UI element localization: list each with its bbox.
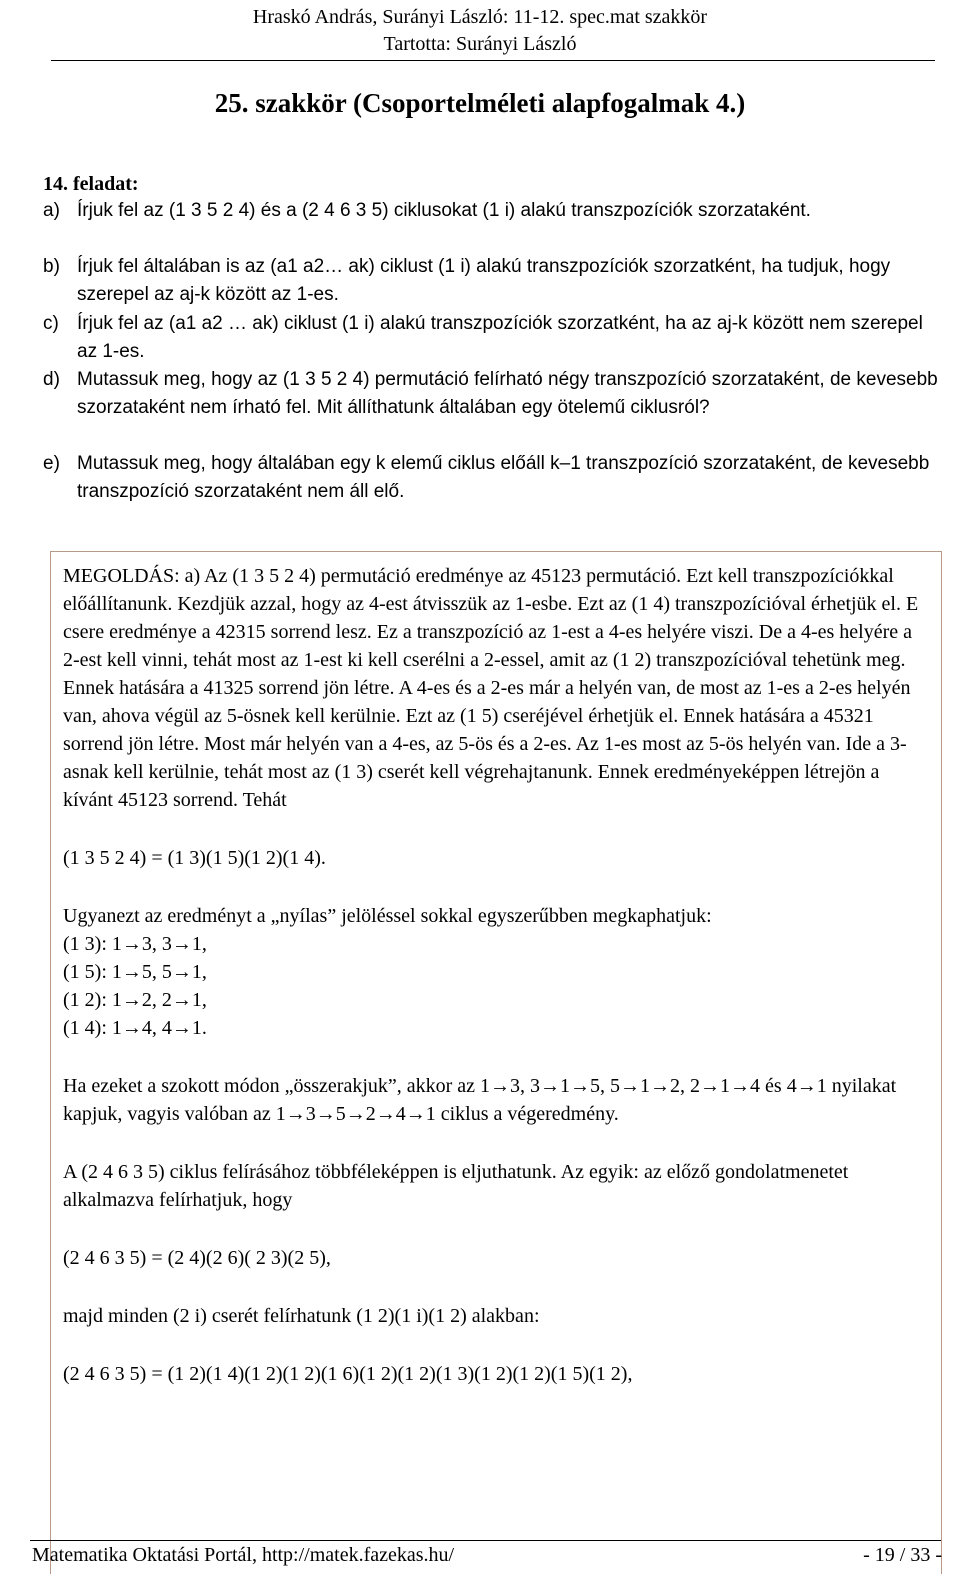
task-item-b — [43, 253, 943, 309]
page-title: 25. szakkör (Csoportelméleti alapfogalmak 4.) — [214, 88, 746, 118]
task-label: c) — [43, 313, 59, 334]
solution-paragraph: A (2 4 6 3 5) ciklus felírásához többféleképpen is eljuthatunk. Az egyik: az előző gondolatmenetet alkalmazva felírhatjuk, hogy — [63, 1161, 849, 1211]
equation: (2 4 6 3 5) = (1 2)(1 4)(1 2)(1 2)(1 6)(1 2)(1 2)(1 3)(1 2)(1 2)(1 5)(1 2), — [63, 1363, 633, 1385]
page-header — [0, 4, 960, 58]
equation: (2 4 6 3 5) = (2 4)(2 6)( 2 3)(2 5), — [63, 1247, 331, 1269]
task-label: e) — [43, 453, 60, 474]
task-item-c — [43, 310, 943, 366]
task-text: Mutassuk meg, hogy általában egy k elemű ciklus előáll k–1 transzpozíció szorzataként, de kevesebb transzpozíció szorzataként nem áll elő. — [77, 453, 930, 502]
task-title: 14. feladat: — [43, 173, 139, 195]
task-item-d — [43, 366, 943, 422]
footer-portal-link: Matematika Oktatási Portál, http://matek.fazekas.hu/ — [32, 1544, 455, 1566]
arrow-line: (1 4): 1→4, 4→1. — [63, 1017, 207, 1039]
task-text: Írjuk fel az (a1 a2 … ak) ciklust (1 i) alakú transzpozíciók szorzatként, ha az aj-k között nem szerepel az 1-es. — [77, 313, 923, 362]
task-text: Írjuk fel általában is az (a1 a2… ak) ciklust (1 i) alakú transzpozíciók szorzatként, ha tudjuk, hogy szerepel az aj-k között az 1-es. — [77, 256, 891, 305]
arrow-line: (1 3): 1→3, 3→1, — [63, 933, 207, 955]
footer-divider — [30, 1540, 941, 1541]
task-text: Írjuk fel az (1 3 5 2 4) és a (2 4 6 3 5) ciklusokat (1 i) alakú transzpozíciók szorzataként. — [77, 200, 811, 221]
header-line-1: Hraskó András, Surányi László: 11-12. spec.mat szakkör — [252, 6, 708, 28]
task-label: b) — [43, 256, 60, 277]
header-line-2: Tartotta: Surányi László — [383, 33, 577, 55]
task-label: d) — [43, 369, 60, 390]
task-item-a — [43, 197, 943, 225]
solution-paragraph: Ha ezeket a szokott módon „összerakjuk”, akkor az 1→3, 3→1→5, 5→1→2, 2→1→4 és 4→1 nyilakat kapjuk, vagyis valóban az 1→3→5→2→4→1 ciklus a végeredmény. — [63, 1075, 897, 1125]
page-number: - 19 / 33 - — [863, 1544, 942, 1566]
equation: (1 3 5 2 4) = (1 3)(1 5)(1 2)(1 4). — [63, 847, 326, 869]
header-divider — [51, 60, 935, 61]
arrows-intro: Ugyanezt az eredményt a „nyílas” jelöléssel sokkal egyszerűbben megkaphatjuk: — [63, 905, 712, 927]
solution-content — [63, 562, 931, 1388]
task-item-e — [43, 450, 943, 506]
arrow-line: (1 2): 1→2, 2→1, — [63, 989, 207, 1011]
task-label: a) — [43, 200, 60, 221]
task-text: Mutassuk meg, hogy az (1 3 5 2 4) permutáció felírható négy transzpozíció szorzataként, de kevesebb szorzataként nem írható fel. Mit állíthatunk általában egy ötelemű ciklusról? — [77, 369, 938, 418]
solution-box — [50, 551, 942, 1574]
solution-paragraph: MEGOLDÁS: a) Az (1 3 5 2 4) permutáció eredménye az 45123 permutáció. Ezt kell transzpozíciókkal előállítanunk. Kezdjük azzal, hogy az 4-est átvisszük az 1-esbe. Ezt az (1 4) transzpozícióval érhetjük el. E csere eredménye a 42315 sorrend lesz. Ez a transzpozíció az 1-est a 4-es helyére viszi. De a 4-es helyére a 2-est kell vinni, tehát most az 1-est ki kell cserélni a 2-essel, amit az (1 2) transzpozícióval tehetünk meg. Ennek hatására a 41325 sorrend jön létre. A 4-es és a 2-es már a helyén van, de most az 1-es a 2-es helyén van, ahova végül az 5-ösnek kell kerülnie. Ezt az (1 5) cseréjével érhetjük el. Ennek hatására a 45321 sorrend jön létre. Most már helyén van a 4-es, az 5-ös és a 2-es. Az 1-es most az 5-ös helyén van. Ide a 3-asnak kell kerülnie, tehát most az (1 3) cserét kell végrehajtanunk. Ennek eredményeképpen létrejön a kívánt 45123 sorrend. Tehát — [63, 565, 919, 811]
arrow-line: (1 5): 1→5, 5→1, — [63, 961, 207, 983]
solution-paragraph: majd minden (2 i) cserét felírhatunk (1 2)(1 i)(1 2) alakban: — [63, 1305, 540, 1327]
